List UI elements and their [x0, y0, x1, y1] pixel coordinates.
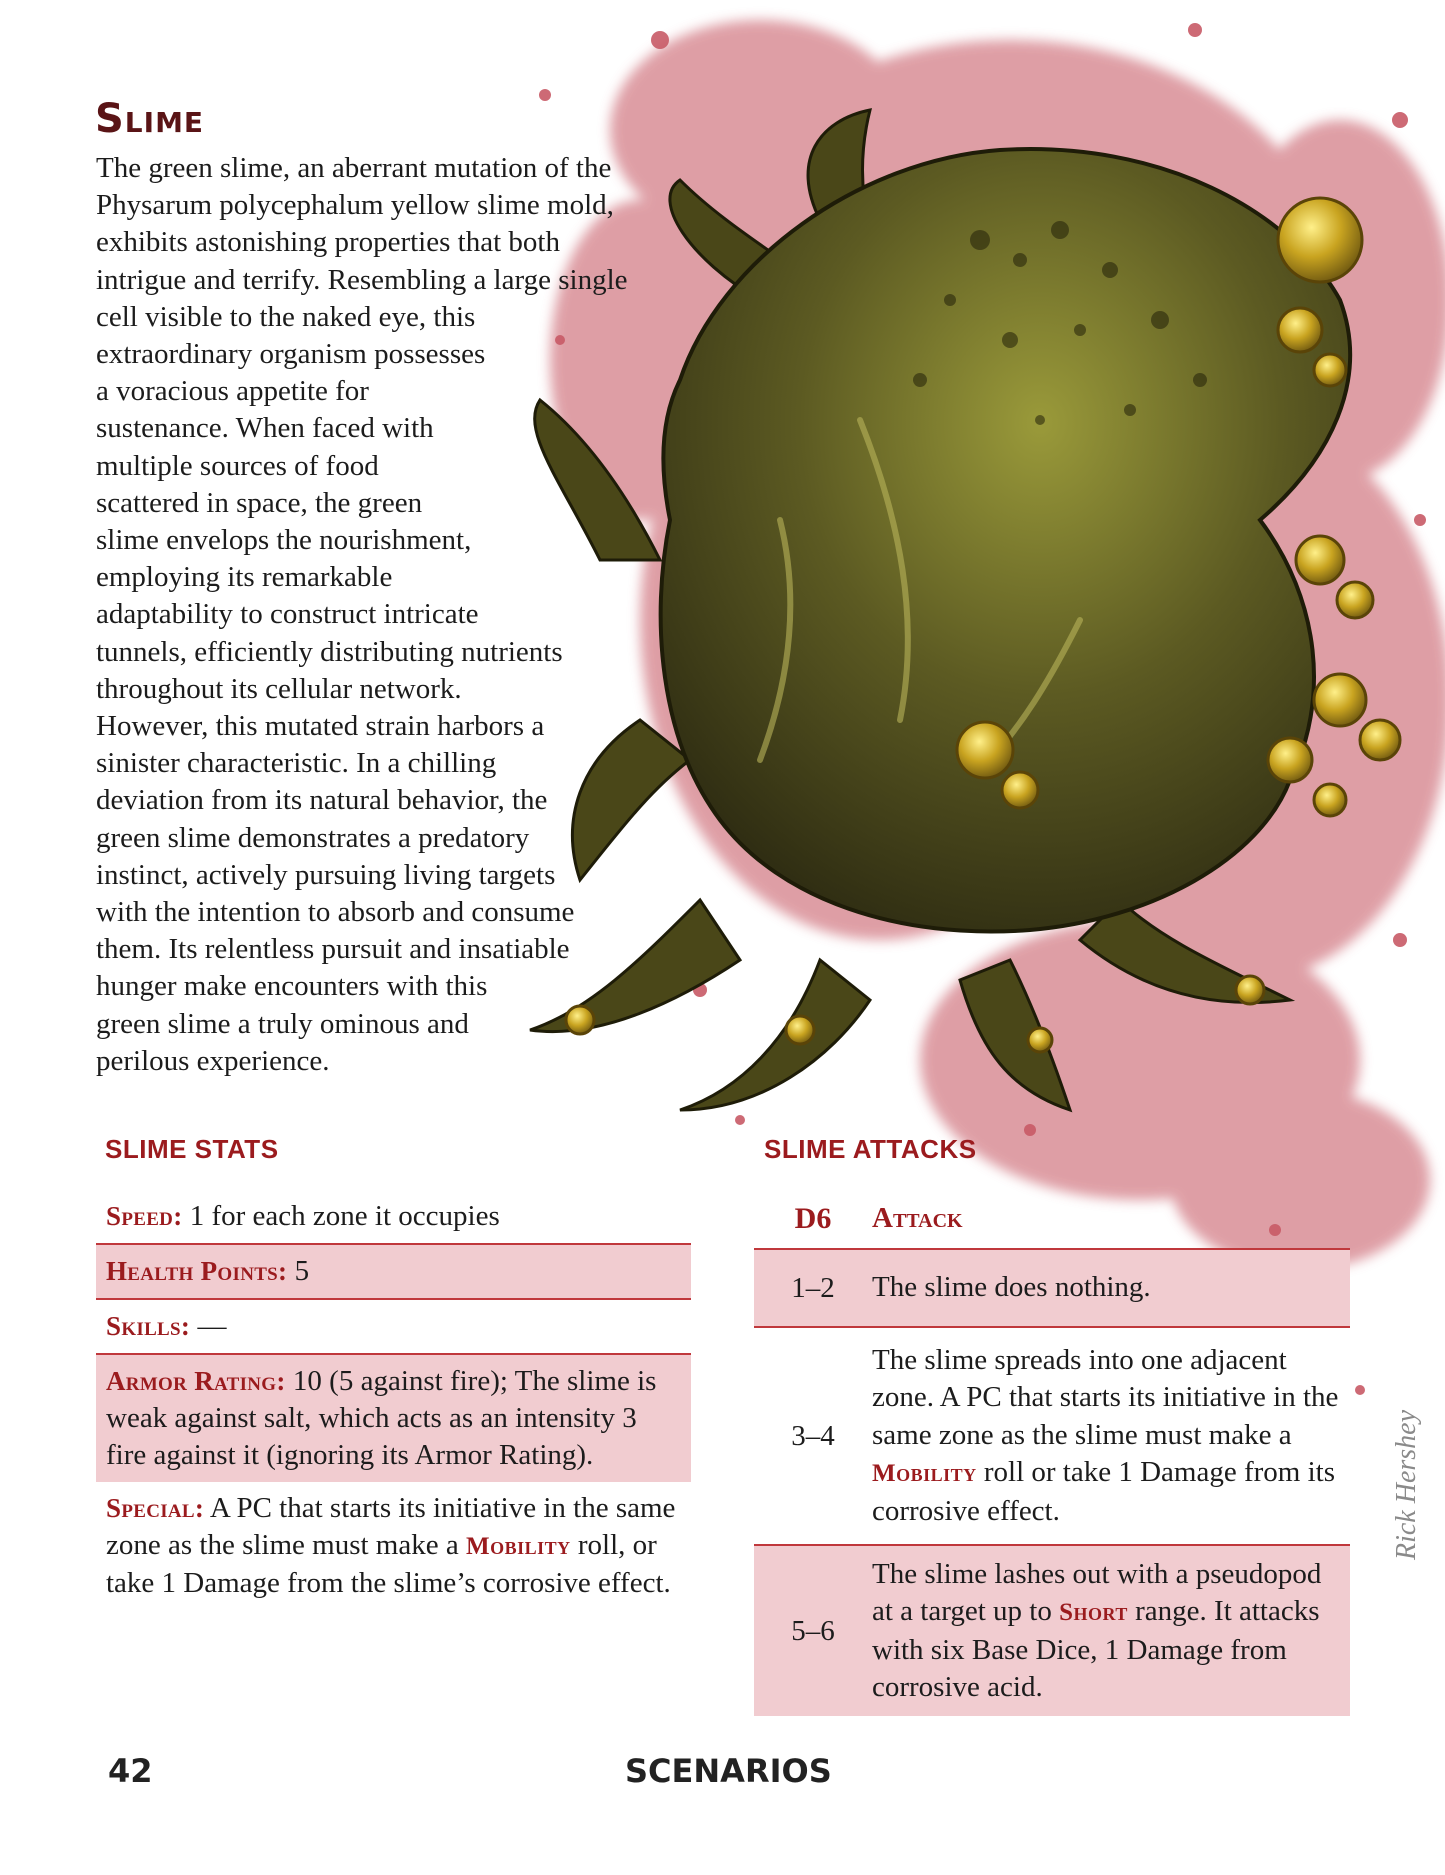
intro-line: with the intention to absorb and consume	[96, 896, 575, 929]
attacks-table	[754, 1190, 1350, 1716]
header-die: D6	[794, 1202, 832, 1235]
intro-line: them. Its relentless pursuit and insatiable	[96, 933, 570, 966]
intro-line: deviation from its natural behavior, the	[96, 784, 548, 817]
intro-line: green slime demonstrates a predatory	[96, 821, 530, 854]
row-text	[872, 1550, 1350, 1713]
special-text-2: roll, or take 1 Damage from the slime’s corrosive effect.	[106, 1529, 671, 1599]
intro-line: sinister characteristic. In a chilling	[96, 747, 497, 780]
speed-value: 1 for each zone it occupies	[189, 1200, 500, 1232]
intro-line: perilous experience.	[96, 1044, 330, 1077]
skills-value: —	[197, 1310, 227, 1342]
armor-value: 10 (5 against fire); The slime is weak against salt, which acts as an intensity 3 fire against it (ignoring its Armor Rating).	[106, 1365, 657, 1471]
intro-line: extraordinary organism possesses	[96, 338, 486, 371]
row-text: The slime does nothing.	[872, 1271, 1151, 1304]
special-keyword: Mobility	[465, 1533, 571, 1560]
header-attack: Attack	[872, 1202, 963, 1235]
intro-line: exhibits astonishing properties that both	[96, 226, 560, 259]
row-die: 5–6	[791, 1614, 835, 1647]
stat-skills	[96, 1298, 691, 1353]
row-keyword: Mobility	[872, 1460, 977, 1488]
artist-signature: Rick Hershey	[1391, 1409, 1422, 1560]
intro-text	[96, 150, 666, 1080]
intro-line: sustenance. When faced with	[96, 412, 434, 445]
special-text-1: A PC that starts its initiative in the same zone as the slime must make a	[106, 1492, 676, 1561]
intro-line: Physarum polycephalum yellow slime mold,	[96, 189, 614, 222]
row-die: 1–2	[791, 1271, 835, 1304]
footer-section-title: SCENARIOS	[625, 1752, 832, 1790]
row-text-2: range. It attacks with six Base Dice, 1 Damage from corrosive acid.	[872, 1595, 1320, 1703]
row-text	[872, 1336, 1350, 1537]
stat-special	[96, 1482, 691, 1610]
intro-line: throughout its cellular network.	[96, 672, 462, 705]
intro-line: a voracious appetite for	[96, 375, 369, 408]
table-row	[754, 1326, 1350, 1544]
intro-line: instinct, actively pursuing living targets	[96, 858, 556, 891]
page-number: 42	[108, 1752, 153, 1790]
stats-heading: SLIME STATS	[105, 1134, 279, 1164]
table-row	[754, 1544, 1350, 1716]
intro-line: cell visible to the naked eye, this	[96, 300, 476, 333]
special-label: Special:	[106, 1493, 205, 1523]
intro-line: multiple sources of food	[96, 449, 379, 482]
stat-health	[96, 1243, 691, 1298]
intro-line: adaptability to construct intricate	[96, 598, 479, 631]
intro-line: slime envelops the nourishment,	[96, 524, 472, 557]
intro-line: The green slime, an aberrant mutation of the	[96, 152, 612, 184]
stat-armor	[96, 1353, 691, 1482]
row-text-1: The slime spreads into one adjacent zone. A PC that starts its initiative in the same zone as the slime must make a	[872, 1343, 1339, 1451]
stat-speed	[96, 1190, 691, 1243]
row-text-2: roll or take 1 Damage from its corrosive effect.	[872, 1456, 1335, 1527]
intro-line: scattered in space, the green	[96, 486, 423, 519]
page-title: Slime	[95, 96, 205, 142]
stats-list	[96, 1190, 691, 1610]
intro-line: green slime a truly ominous and	[96, 1007, 469, 1040]
row-die: 3–4	[791, 1419, 835, 1452]
intro-line: However, this mutated strain harbors a	[96, 710, 545, 743]
slime-body-icon	[661, 149, 1350, 931]
intro-line: employing its remarkable	[96, 561, 393, 594]
intro-line: tunnels, efficiently distributing nutrients	[96, 635, 563, 668]
intro-line: intrigue and terrify. Resembling a large single	[96, 263, 628, 296]
speed-label: Speed:	[106, 1201, 183, 1231]
attacks-header-row	[754, 1190, 1350, 1248]
skills-label: Skills:	[106, 1311, 191, 1341]
row-text-1: The slime lashes out with a pseudopod at a target up to	[872, 1557, 1322, 1627]
health-label: Health Points:	[106, 1256, 288, 1286]
health-value: 5	[294, 1255, 310, 1287]
intro-line: hunger make encounters with this	[96, 970, 488, 1003]
table-row	[754, 1248, 1350, 1326]
row-keyword: Short	[1059, 1599, 1128, 1626]
armor-label: Armor Rating:	[106, 1366, 286, 1396]
attacks-heading: SLIME ATTACKS	[764, 1134, 977, 1164]
